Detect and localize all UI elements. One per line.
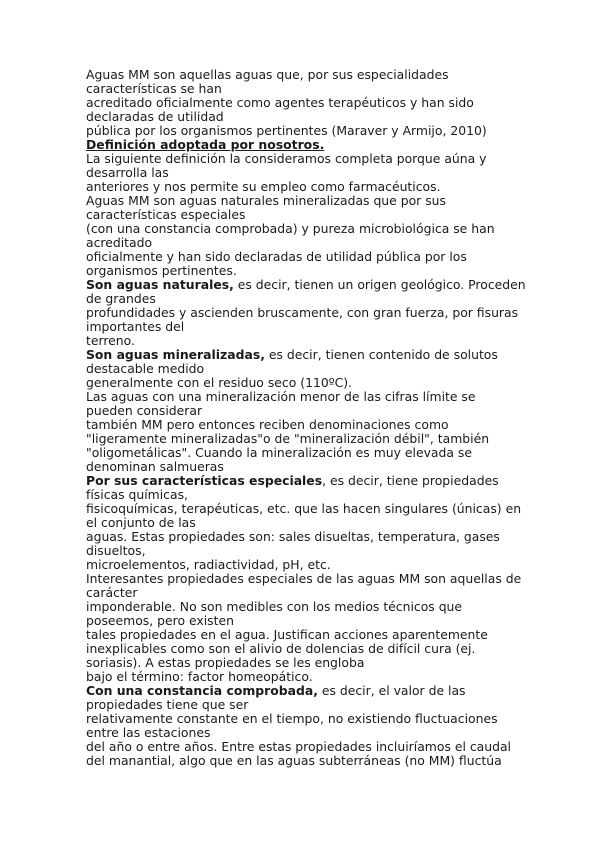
text-line: [86, 712, 526, 740]
body-text: relativamente constante en el tiempo, no existiendo fluctuaciones entre las estaciones: [86, 711, 498, 740]
text-line: [86, 642, 526, 656]
text-line: [86, 334, 526, 348]
heading-text: Son aguas naturales,: [86, 277, 234, 292]
body-text: , es decir, tiene propiedades físicas químicas,: [86, 473, 499, 502]
body-text: "ligeramente mineralizadas"o de "mineralización débil", también: [86, 431, 490, 446]
text-line: [86, 96, 526, 124]
body-text: fisicoquímicas, terapéuticas, etc. que las hacen singulares (únicas) en el conjunto de las: [86, 501, 522, 530]
body-text: soriasis). A estas propiedades se les engloba: [86, 655, 365, 670]
body-text: "oligometálicas". Cuando la mineralización es muy elevada se denominan salmueras: [86, 445, 472, 474]
text-line: [86, 628, 526, 642]
body-text: tales propiedades en el agua. Justifican acciones aparentemente: [86, 627, 488, 642]
text-line: [86, 278, 526, 306]
text-line: [86, 656, 526, 670]
body-text: del manantial, algo que en las aguas subterráneas (no MM) fluctúa: [86, 753, 502, 768]
heading-text: Son aguas mineralizadas,: [86, 347, 265, 362]
body-text: es decir, tienen un origen geológico. Proceden de grandes: [86, 277, 526, 306]
text-line: [86, 474, 526, 502]
text-line: [86, 376, 526, 390]
text-line: [86, 194, 526, 222]
body-text: es decir, el valor de las propiedades tiene que ser: [86, 683, 466, 712]
body-text: inexplicables como son el alivio de dolencias de difícil cura (ej.: [86, 641, 476, 656]
text-line: [86, 124, 526, 138]
body-text: Aguas MM son aguas naturales mineralizadas que por sus características especiales: [86, 193, 446, 222]
body-text: oficialmente y han sido declaradas de utilidad pública por los organismos pertinentes.: [86, 249, 467, 278]
text-line: [86, 68, 526, 96]
body-text: Las aguas con una mineralización menor de las cifras límite se pueden considerar: [86, 389, 476, 418]
body-text: Aguas MM son aquellas aguas que, por sus especialidades características se han: [86, 67, 449, 96]
body-text: pública por los organismos pertinentes (Maraver y Armijo, 2010): [86, 123, 487, 138]
text-line: [86, 306, 526, 334]
body-text: bajo el término: factor homeopático.: [86, 669, 313, 684]
body-text: La siguiente definición la consideramos completa porque aúna y desarrolla las: [86, 151, 487, 180]
body-text: imponderable. No son medibles con los medios técnicos que poseemos, pero existen: [86, 599, 463, 628]
text-line: [86, 180, 526, 194]
heading-text: Definición adoptada por nosotros.: [86, 137, 325, 152]
body-text: es decir, tienen contenido de solutos destacable medido: [86, 347, 498, 376]
body-text: (con una constancia comprobada) y pureza microbiológica se han acreditado: [86, 221, 495, 250]
heading-text: Por sus características especiales: [86, 473, 323, 488]
text-line: [86, 670, 526, 684]
text-line: [86, 572, 526, 600]
text-line: [86, 558, 526, 572]
text-line: [86, 390, 526, 418]
body-text: terreno.: [86, 333, 135, 348]
body-text: también MM pero entonces reciben denominaciones como: [86, 417, 449, 432]
text-line: [86, 348, 526, 376]
text-line: [86, 684, 526, 712]
heading-text: Con una constancia comprobada,: [86, 683, 318, 698]
text-line: [86, 530, 526, 558]
text-line: [86, 222, 526, 250]
body-text: microelementos, radiactividad, pH, etc.: [86, 557, 331, 572]
body-text: profundidades y ascienden bruscamente, con gran fuerza, por fisuras importantes del: [86, 305, 519, 334]
text-line: [86, 418, 526, 432]
text-line: [86, 502, 526, 530]
body-text: del año o entre años. Entre estas propiedades incluiríamos el caudal: [86, 739, 512, 754]
text-line: [86, 432, 526, 446]
text-line: [86, 250, 526, 278]
text-line: [86, 152, 526, 180]
body-text: aguas. Estas propiedades son: sales disueltas, temperatura, gases disueltos,: [86, 529, 500, 558]
body-text: anteriores y nos permite su empleo como farmacéuticos.: [86, 179, 441, 194]
text-line: [86, 138, 526, 152]
body-text: Interesantes propiedades especiales de las aguas MM son aquellas de carácter: [86, 571, 522, 600]
text-line: [86, 740, 526, 754]
body-text: acreditado oficialmente como agentes terapéuticos y han sido declaradas de utilidad: [86, 95, 474, 124]
text-line: [86, 754, 526, 768]
text-line: [86, 446, 526, 474]
document-page: [86, 68, 526, 768]
text-line: [86, 600, 526, 628]
body-text: generalmente con el residuo seco (110ºC).: [86, 375, 352, 390]
